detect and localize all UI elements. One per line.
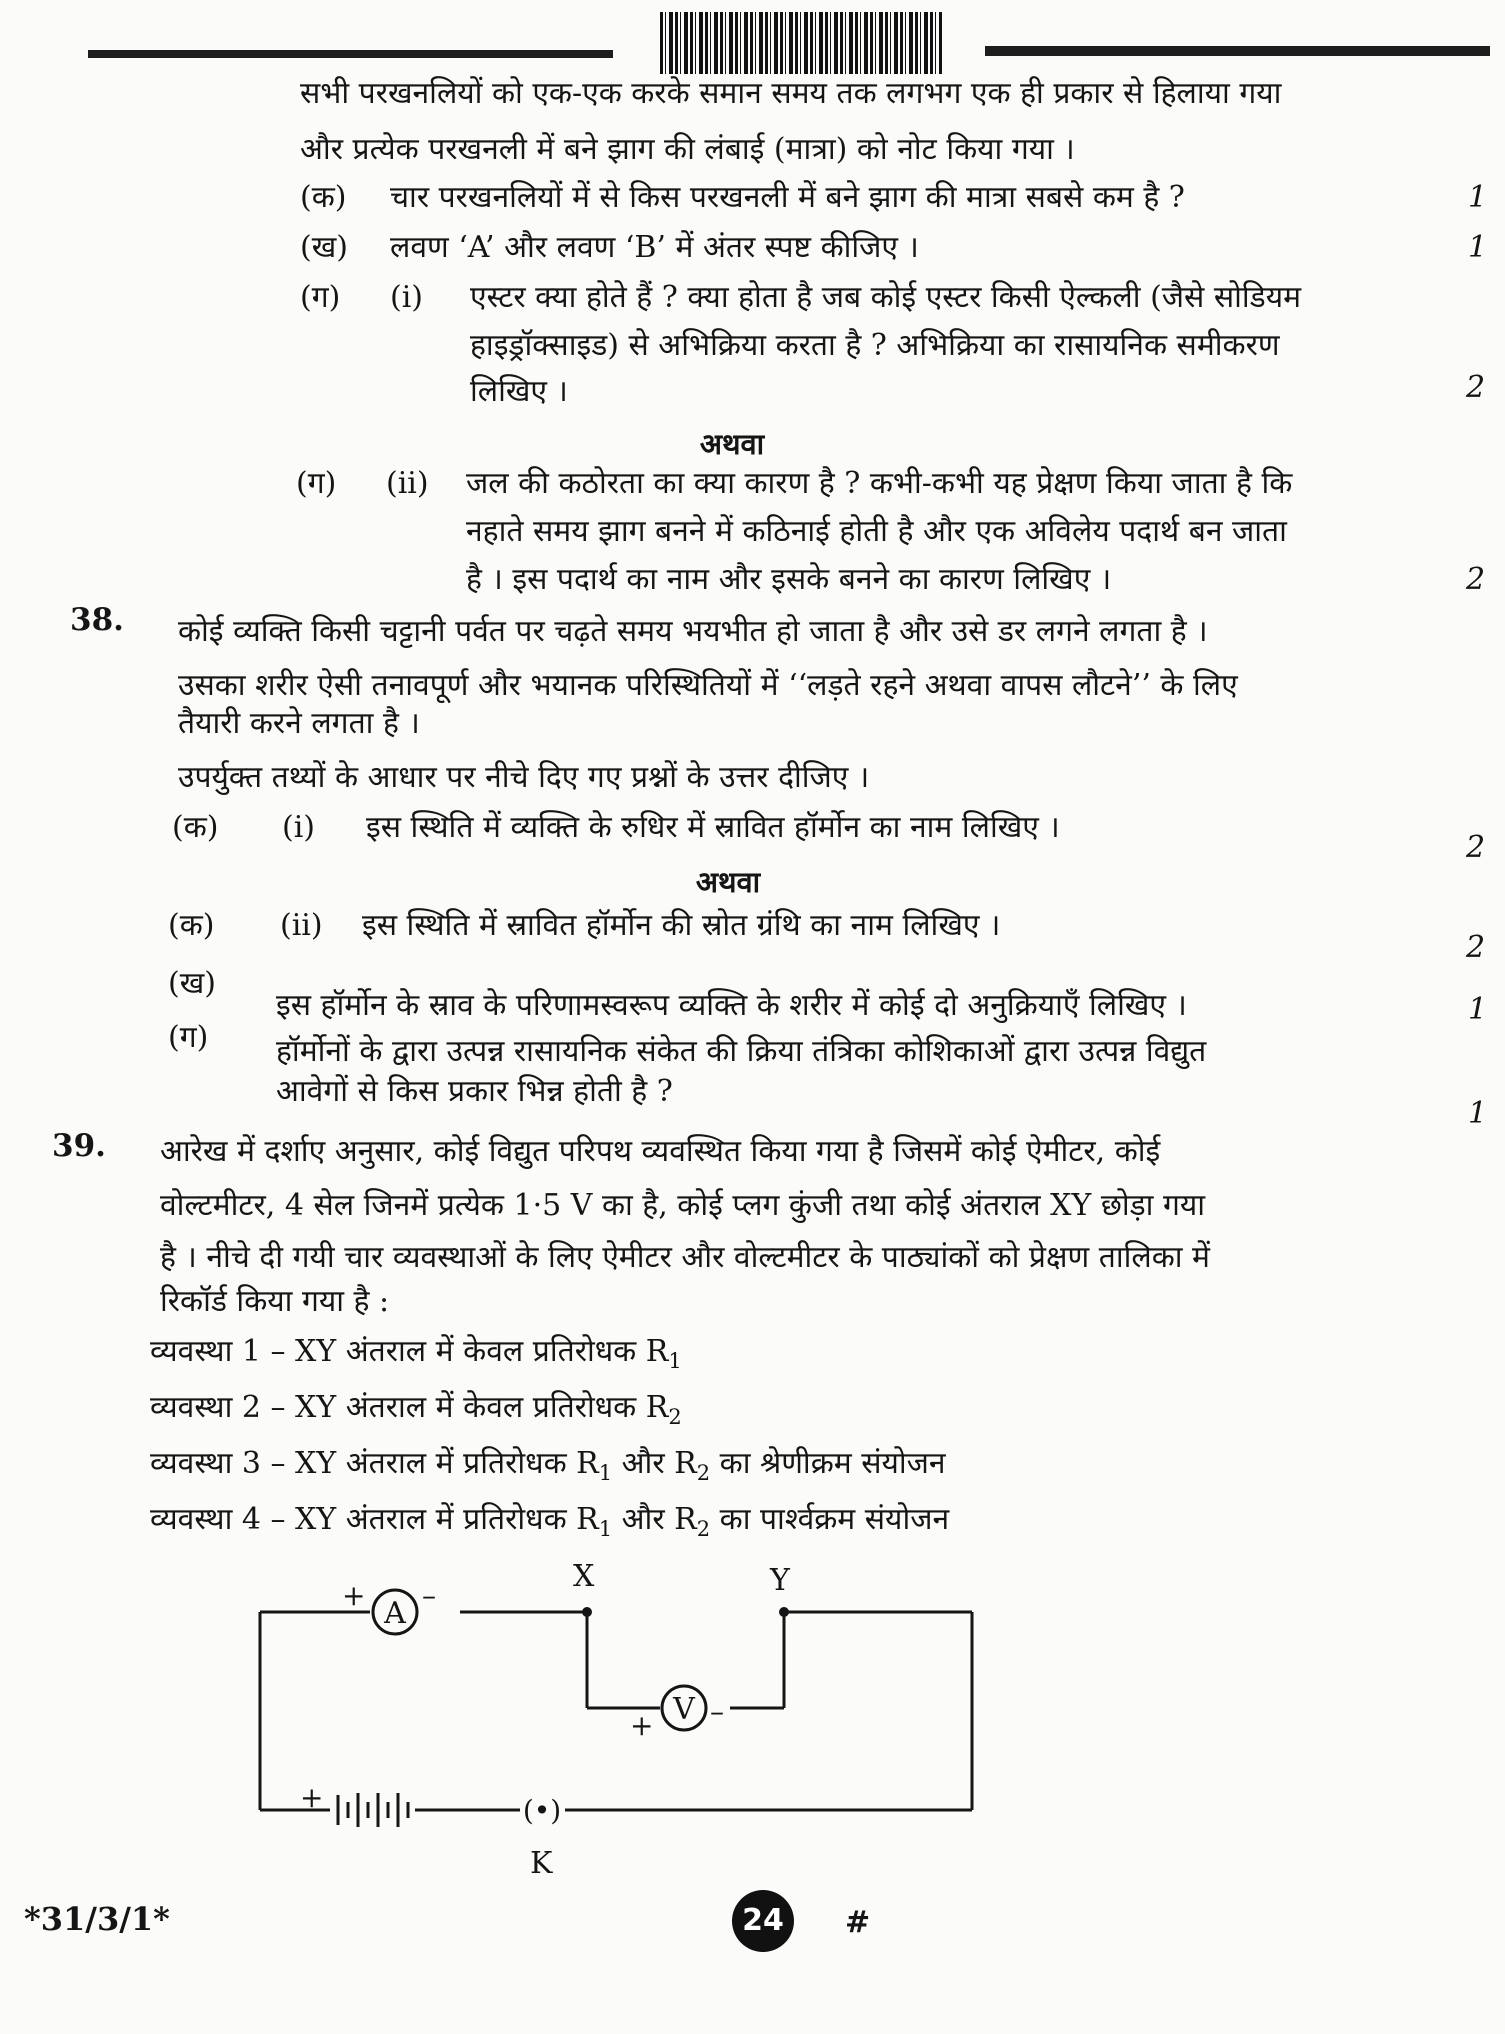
circuit-diagram (200, 1555, 1020, 1885)
q37-ka-marks: 1 (1468, 180, 1488, 215)
battery-plus: + (300, 1781, 324, 1814)
q38-line-1: कोई व्यक्ति किसी चट्टानी पर्वत पर चढ़ते समय भयभीत हो जाता है और उसे डर लगने लगता है । (178, 614, 1208, 649)
q38-ka-i-marks: 2 (1466, 830, 1486, 865)
q38-line-2: उसका शरीर ऐसी तनावपूर्ण और भयानक परिस्थितियों में ‘‘लड़ते रहने अथवा वापस लौटने’’ के लिए (178, 668, 1238, 703)
q37-ga-ii-line-1: जल की कठोरता का क्या कारण है ? कभी-कभी यह प्रेक्षण किया जाता है कि (466, 466, 1293, 501)
q38-ka-ii-text: इस स्थिति में स्रावित हॉर्मोन की स्रोत ग्रंथि का नाम लिखिए । (362, 908, 1001, 943)
q39-arrangement-3: व्यवस्था 3 – XY अंतराल में प्रतिरोधक $R_1$ और $R_2$ का श्रेणीक्रम संयोजन (150, 1446, 946, 1485)
q37-kha-text: लवण ‘A’ और लवण ‘B’ में अंतर स्पष्ट कीजिए । (390, 230, 919, 265)
q38-ga-marks: 1 (1468, 1096, 1488, 1131)
voltmeter-label: V (673, 1692, 695, 1727)
q38-ga-label: (ग) (168, 1020, 209, 1055)
q37-ga-ii-line-3: है । इस पदार्थ का नाम और इसके बनने का कारण लिखिए । (466, 562, 1112, 597)
q38-ka-i-label: (i) (282, 810, 316, 845)
q38-ka2-label: (क) (168, 908, 215, 943)
q37-kha-label: (ख) (300, 230, 348, 265)
q38-ga-line-2: आवेगों से किस प्रकार भिन्न होती है ? (276, 1074, 673, 1109)
intro-line-1: सभी परखनलियों को एक-एक करके समान समय तक लगभग एक ही प्रकार से हिलाया गया (300, 76, 1282, 111)
voltmeter-plus: + (630, 1709, 654, 1742)
q38-kha-text: इस हॉर्मोन के स्राव के परिणामस्वरूप व्यक्ति के शरीर में कोई दो अनुक्रियाएँ लिखिए । (276, 988, 1187, 1023)
q38-ka-i-text: इस स्थिति में व्यक्ति के रुधिर में स्रावित हॉर्मोन का नाम लिखिए । (366, 810, 1060, 845)
page-number-badge: 24 (732, 1890, 794, 1952)
ammeter-label: A (384, 1596, 406, 1631)
point-x-label: X (573, 1559, 595, 1594)
q38-ka-label: (क) (172, 810, 219, 845)
footer-code: *31/3/1* (24, 1900, 170, 1938)
q38-line-4: उपर्युक्त तथ्यों के आधार पर नीचे दिए गए प्रश्नों के उत्तर दीजिए । (178, 760, 870, 795)
q39-number: 39. (52, 1128, 106, 1164)
q37-ga-i-label: (i) (390, 280, 424, 315)
q38-line-3: तैयारी करने लगता है । (178, 706, 420, 741)
intro-line-2: और प्रत्येक परखनली में बने झाग की लंबाई (मात्रा) को नोट किया गया । (300, 132, 1075, 167)
q38-kha-marks: 1 (1468, 992, 1488, 1027)
q38-ka-ii-label: (ii) (280, 908, 323, 943)
plug-key-symbol: (•) (522, 1794, 562, 1827)
footer-hash: # (845, 1905, 871, 1940)
q37-ga2-label: (ग) (296, 466, 337, 501)
battery-minus: – (414, 1791, 428, 1824)
q38-number: 38. (70, 602, 124, 638)
q38-or: अथवा (695, 865, 761, 899)
q37-ga-ii-marks: 2 (1466, 562, 1486, 597)
header-rule-right (985, 46, 1490, 56)
point-y-label: Y (770, 1563, 790, 1598)
q37-ga-ii-label: (ii) (386, 466, 429, 501)
plug-key-label: K (530, 1846, 553, 1881)
q39-arrangement-2: व्यवस्था 2 – XY अंतराल में केवल प्रतिरोधक $R_2$ (150, 1390, 682, 1429)
q37-ga-label: (ग) (300, 280, 341, 315)
barcode (660, 12, 942, 74)
q37-ka-label: (क) (300, 180, 347, 215)
header-rule-left (88, 50, 613, 58)
junction-x (582, 1607, 592, 1617)
q37-ga-i-marks: 2 (1466, 370, 1486, 405)
q37-or: अथवा (699, 427, 765, 461)
q37-ga-ii-line-2: नहाते समय झाग बनने में कठिनाई होती है और एक अविलेय पदार्थ बन जाता (466, 514, 1287, 549)
q38-kha-label: (ख) (168, 966, 216, 1001)
voltmeter-minus: – (710, 1695, 724, 1728)
q38-ka-ii-marks: 2 (1466, 930, 1486, 965)
q39-line-4: रिकॉर्ड किया गया है : (160, 1284, 390, 1319)
q37-ka-text: चार परखनलियों में से किस परखनली में बने झाग की मात्रा सबसे कम है ? (390, 180, 1185, 215)
q37-kha-marks: 1 (1468, 230, 1488, 265)
q39-line-2: वोल्टमीटर, 4 सेल जिनमें प्रत्येक 1·5 V का है, कोई प्लग कुंजी तथा कोई अंतराल XY छोड़ा गया (160, 1188, 1206, 1223)
q39-arrangement-4: व्यवस्था 4 – XY अंतराल में प्रतिरोधक $R_1$ और $R_2$ का पार्श्वक्रम संयोजन (150, 1502, 950, 1541)
junction-y (779, 1607, 789, 1617)
ammeter-plus: + (342, 1579, 366, 1612)
q39-arrangement-1: व्यवस्था 1 – XY अंतराल में केवल प्रतिरोधक $R_1$ (150, 1334, 682, 1373)
q39-line-1: आरेख में दर्शाए अनुसार, कोई विद्युत परिपथ व्यवस्थित किया गया है जिसमें कोई ऐमीटर, कोई (160, 1134, 1161, 1169)
q37-ga-i-line-2: हाइड्रॉक्साइड) से अभिक्रिया करता है ? अभिक्रिया का रासायनिक समीकरण (470, 328, 1280, 363)
q37-ga-i-line-1: एस्टर क्या होते हैं ? क्या होता है जब कोई एस्टर किसी ऐल्कली (जैसे सोडियम (470, 280, 1302, 315)
q39-line-3: है । नीचे दी गयी चार व्यवस्थाओं के लिए ऐमीटर और वोल्टमीटर के पाठ्यांकों को प्रेक्षण तालिका में (160, 1240, 1210, 1275)
q37-ga-i-line-3: लिखिए । (470, 374, 568, 409)
q38-ga-line-1: हॉर्मोनों के द्वारा उत्पन्न रासायनिक संकेत की क्रिया तंत्रिका कोशिकाओं द्वारा उत्पन्न विद्युत (276, 1034, 1207, 1069)
ammeter-minus: – (422, 1579, 436, 1612)
